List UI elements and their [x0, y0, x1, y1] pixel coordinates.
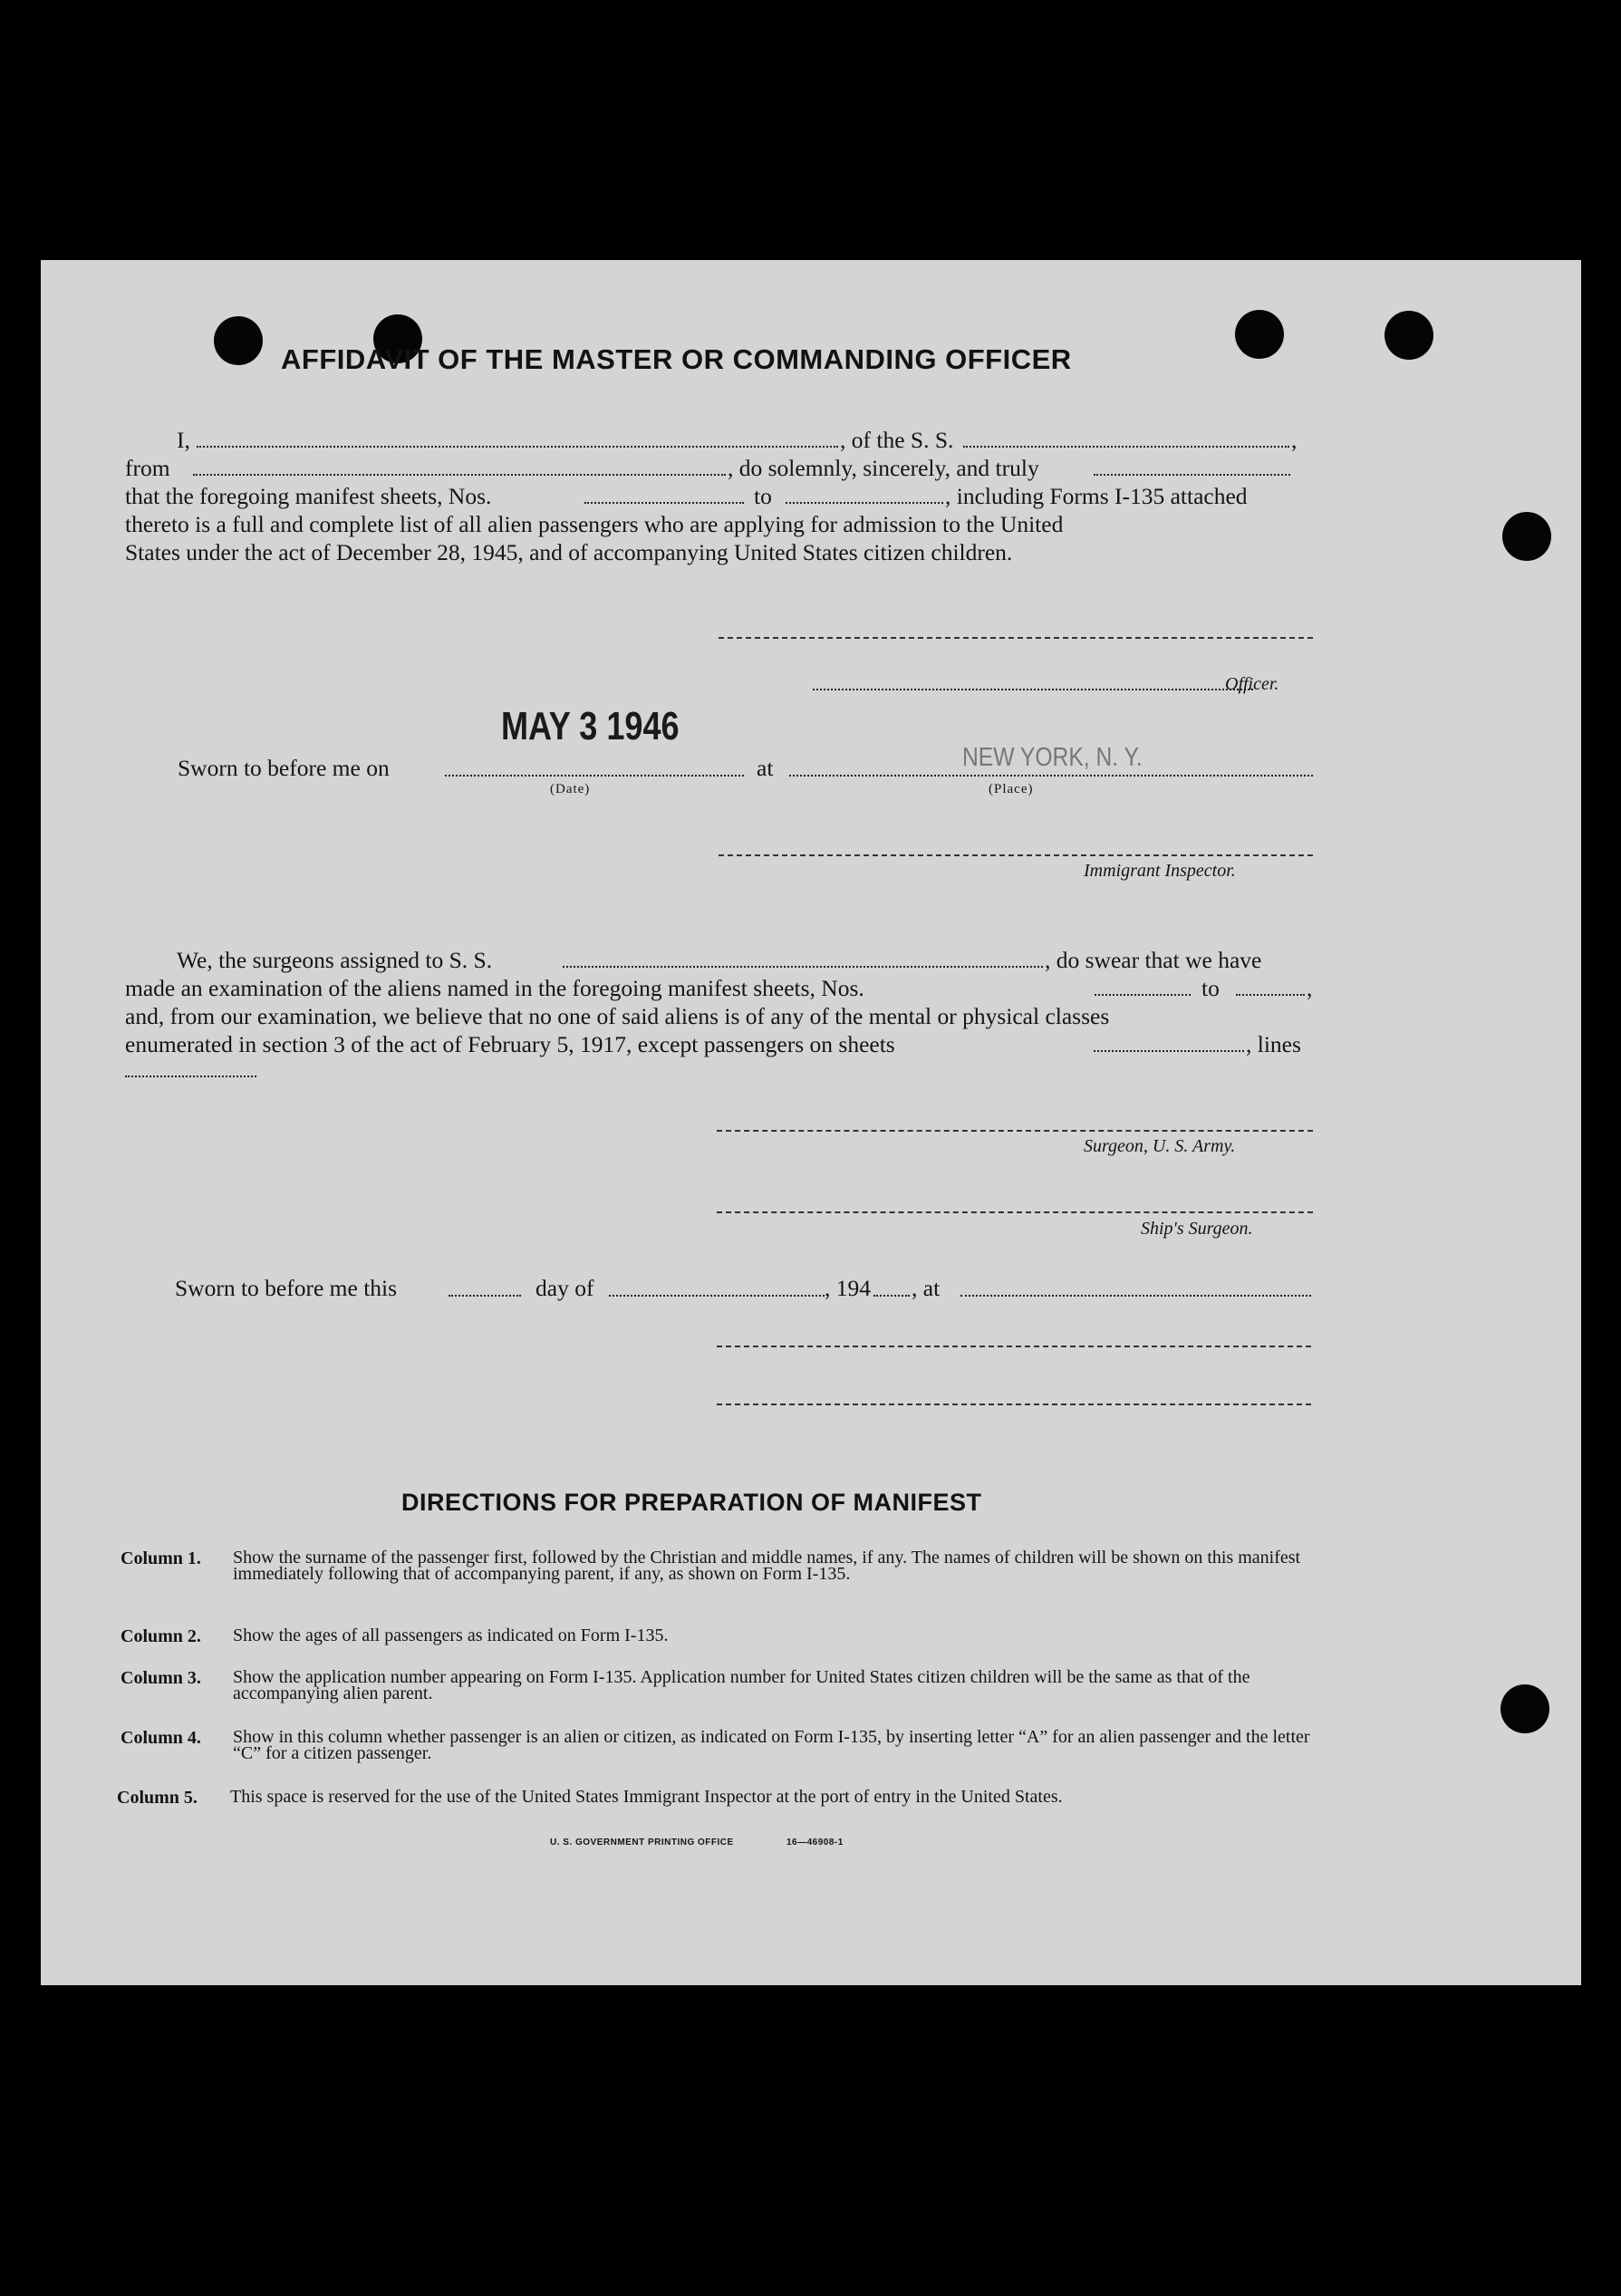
- surgeons-line4-start: enumerated in section 3 of the act of February 5, 1917, except passengers on sheets: [125, 1031, 895, 1057]
- affidavit-line2-mid: , do solemnly, sincerely, and truly: [728, 455, 1039, 481]
- column-2-label: Column 2.: [121, 1626, 201, 1646]
- affidavit-line2-blank[interactable]: [1094, 474, 1290, 476]
- inspector-label: Immigrant Inspector.: [1084, 861, 1236, 881]
- column-3-text: Show the application number appearing on Form I-135. Application number for United States citizen children will be the same as that of the accompanying alien parent.: [233, 1667, 1250, 1703]
- master-name-field[interactable]: [197, 446, 838, 448]
- date-caption: (Date): [550, 782, 591, 796]
- sworn-month-field[interactable]: [609, 1295, 825, 1297]
- witness-signature-line-1[interactable]: [717, 1346, 1311, 1347]
- inspector-signature-line[interactable]: [719, 854, 1313, 856]
- officer-signature-line-2[interactable]: [813, 689, 1253, 690]
- affidavit-line3-start: that the foregoing manifest sheets, Nos.: [125, 483, 492, 509]
- affidavit-line3-to: to: [754, 483, 772, 509]
- date-stamp: MAY 3 1946: [501, 704, 680, 748]
- sheet-no-from-field[interactable]: [584, 502, 744, 504]
- affidavit-line1-mid: , of the S. S.: [840, 427, 954, 453]
- affidavit-line1-end: ,: [1291, 427, 1298, 453]
- sheet-no-to-field[interactable]: [786, 502, 943, 504]
- column-1-label: Column 1.: [121, 1548, 201, 1568]
- surgeons-line2-start: made an examination of the aliens named in the foregoing manifest sheets, Nos.: [125, 975, 864, 1001]
- sworn-at-2: , at: [912, 1275, 941, 1301]
- affidavit-line1-start: I,: [177, 427, 190, 453]
- affidavit-line2-start: from: [125, 455, 170, 481]
- place-stamp: NEW YORK, N. Y.: [962, 743, 1143, 772]
- punch-hole: [1500, 1684, 1549, 1733]
- witness-signature-line-2[interactable]: [717, 1404, 1311, 1405]
- surgeons-sheet-from-field[interactable]: [1095, 994, 1191, 996]
- sworn-date-field[interactable]: [445, 775, 744, 777]
- column-2-text: Show the ages of all passengers as indicated on Form I-135.: [233, 1626, 669, 1645]
- sworn-day-field[interactable]: [449, 1295, 521, 1297]
- column-4-text: Show in this column whether passenger is an alien or citizen, as indicated on Form I-135, by inserting letter “A” for an alien passenger and the letter “C” for a citizen passenger.: [233, 1727, 1310, 1763]
- sworn-at: at: [757, 755, 774, 781]
- column-4-label: Column 4.: [121, 1728, 201, 1748]
- surgeons-line2-to: to: [1201, 975, 1220, 1001]
- affidavit-line3-end: , including Forms I-135 attached: [945, 483, 1248, 509]
- punch-hole: [1235, 310, 1284, 359]
- manifest-sheet: [41, 260, 1581, 1985]
- place-caption: (Place): [989, 782, 1034, 796]
- sworn-before-this: Sworn to before me this: [175, 1275, 398, 1301]
- surgeons-sheets-field[interactable]: [1094, 1050, 1244, 1052]
- surgeons-line4-end: , lines: [1246, 1031, 1301, 1057]
- affidavit-title: AFFIDAVIT OF THE MASTER OR COMMANDING OFFICER: [281, 343, 1072, 375]
- punch-hole: [1502, 512, 1551, 561]
- sworn-place-field-2[interactable]: [960, 1295, 1311, 1297]
- army-surgeon-signature-line[interactable]: [717, 1130, 1313, 1132]
- army-surgeon-label: Surgeon, U. S. Army.: [1084, 1136, 1236, 1156]
- surgeons-sheet-to-field[interactable]: [1236, 994, 1305, 996]
- surgeons-ship-field[interactable]: [563, 966, 1043, 968]
- sworn-before-on: Sworn to before me on: [178, 755, 390, 781]
- sworn-place-field[interactable]: [789, 775, 1313, 777]
- sworn-day-of: day of: [536, 1275, 594, 1301]
- officer-label: Officer.: [1225, 674, 1279, 694]
- column-3-label: Column 3.: [121, 1668, 201, 1688]
- affidavit-line5: States under the act of December 28, 1945, and of accompanying United States citizen children.: [125, 539, 1013, 565]
- sworn-year: , 194: [825, 1275, 871, 1301]
- form-number: 16—46908-1: [786, 1838, 844, 1847]
- surgeons-lines-field[interactable]: [125, 1076, 256, 1077]
- ship-surgeon-signature-line[interactable]: [717, 1211, 1313, 1213]
- directions-heading: DIRECTIONS FOR PREPARATION OF MANIFEST: [401, 1489, 982, 1516]
- surgeons-line2-end: ,: [1307, 975, 1313, 1001]
- column-1-text: Show the surname of the passenger first, followed by the Christian and middle names, if any. The names of children will be shown on this manifest immediately following that of accompanying parent, if any, as shown on Form I-135.: [233, 1548, 1301, 1584]
- printing-office: U. S. GOVERNMENT PRINTING OFFICE: [550, 1838, 734, 1847]
- column-5-label: Column 5.: [117, 1788, 198, 1808]
- column-5-text: This space is reserved for the use of the United States Immigrant Inspector at the port of entry in the United States.: [230, 1787, 1063, 1807]
- ship-name-field[interactable]: [963, 446, 1289, 448]
- surgeons-line3: and, from our examination, we believe that no one of said aliens is of any of the mental or physical classes: [125, 1003, 1110, 1029]
- surgeons-line1-end: , do swear that we have: [1045, 947, 1262, 973]
- officer-signature-line-1[interactable]: [719, 637, 1313, 639]
- from-port-field[interactable]: [193, 474, 726, 476]
- punch-hole: [1385, 311, 1433, 360]
- affidavit-line4: thereto is a full and complete list of all alien passengers who are applying for admission to the United: [125, 511, 1064, 537]
- surgeons-line1-start: We, the surgeons assigned to S. S.: [177, 947, 493, 973]
- sworn-year-field[interactable]: [873, 1295, 910, 1297]
- ship-surgeon-label: Ship's Surgeon.: [1141, 1219, 1253, 1239]
- punch-hole: [214, 316, 263, 365]
